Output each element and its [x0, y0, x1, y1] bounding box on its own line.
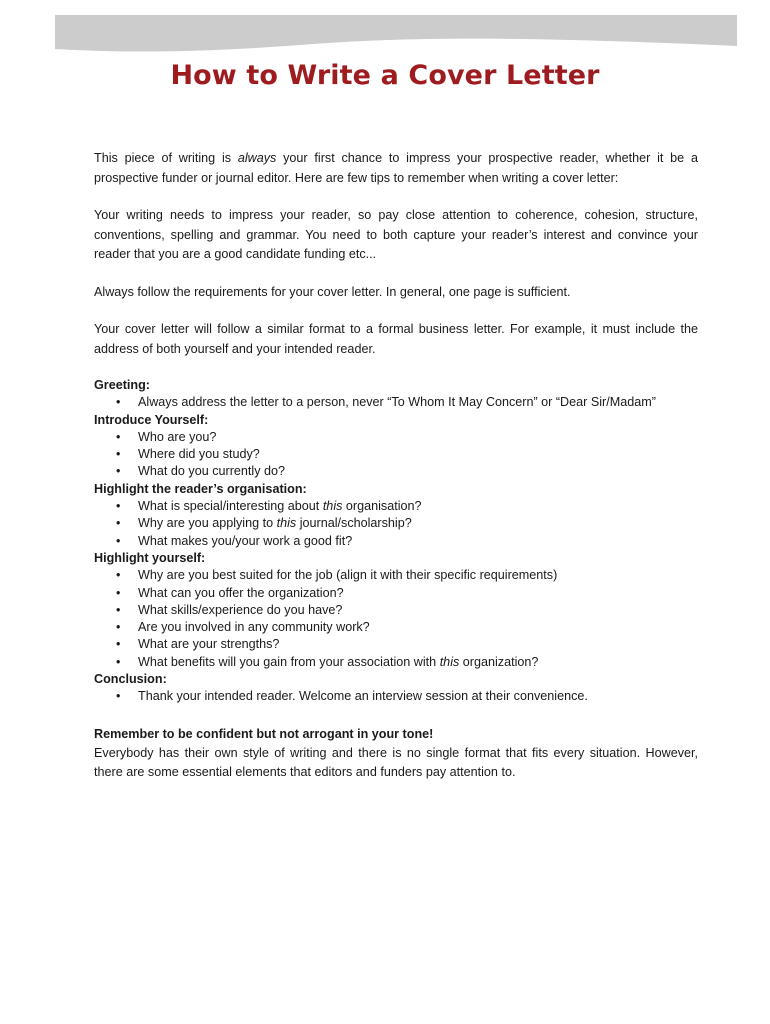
- list-item: [94, 619, 698, 636]
- item-emphasis: this: [439, 654, 460, 669]
- intro-paragraph: [94, 149, 698, 188]
- list-item: [94, 567, 698, 584]
- list-item-text: What skills/experience do you have?: [138, 602, 343, 617]
- section-heading: Highlight yourself:: [94, 550, 206, 565]
- bullet-list: [94, 688, 698, 705]
- list-item: [94, 429, 698, 446]
- list-item-text: Where did you study?: [138, 447, 260, 462]
- item-emphasis: this: [322, 499, 343, 514]
- bullet-icon: •: [116, 602, 121, 617]
- bullet-list: [94, 394, 698, 411]
- bullet-icon: •: [116, 464, 121, 479]
- section-heading: Greeting:: [94, 378, 150, 392]
- list-item: [94, 463, 698, 480]
- list-item: [94, 636, 698, 653]
- header-banner-shape: [55, 15, 737, 52]
- list-item-text: What can you offer the organization?: [138, 585, 344, 600]
- bullet-icon: •: [116, 499, 121, 514]
- list-item-text: Are you involved in any community work?: [138, 620, 370, 635]
- list-item-text: What do you currently do?: [138, 464, 286, 479]
- bullet-icon: •: [116, 429, 121, 444]
- list-item: [94, 585, 698, 602]
- closing-heading: Remember to be confident but not arrogant in your tone!: [94, 726, 434, 741]
- outline-sections: [94, 377, 698, 706]
- intro-text-end: your first chance to impress your prospective reader, whether it be a prospective funder or journal editor. Here are few tips to remember when writing a cover letter:: [94, 151, 698, 185]
- bullet-list: [94, 498, 698, 550]
- tip-paragraph: Always follow the requirements for your cover letter. In general, one page is sufficient.: [94, 284, 571, 299]
- header-banner: [0, 0, 770, 60]
- section-heading: Highlight the reader’s organisation:: [94, 481, 307, 496]
- bullet-icon: •: [116, 568, 121, 583]
- closing-text: Everybody has their own style of writing and there is no single format that fits every situation. However, there are some essential elements that editors and funders pay attention to.: [94, 745, 698, 780]
- list-item: [94, 533, 698, 550]
- page-title: How to Write a Cover Letter: [170, 60, 600, 91]
- list-item-text: What is special/interesting about this organisation?: [138, 499, 422, 514]
- list-item-text: Why are you applying to this journal/scholarship?: [138, 516, 412, 531]
- list-item: [94, 515, 698, 532]
- list-item-text: What makes you/your work a good fit?: [138, 533, 353, 548]
- item-emphasis: this: [276, 516, 297, 531]
- list-item-text: Always address the letter to a person, never “To Whom It May Concern” or “Dear Sir/Madam”: [138, 395, 656, 410]
- bullet-icon: •: [116, 447, 121, 462]
- bullet-icon: •: [116, 585, 121, 600]
- bullet-list: [94, 429, 698, 481]
- list-item: [94, 446, 698, 463]
- list-item-text: Why are you best suited for the job (align it with their specific requirements): [138, 568, 558, 583]
- bullet-icon: •: [116, 620, 121, 635]
- list-item: [94, 498, 698, 515]
- tip-paragraph: Your writing needs to impress your reader, so pay close attention to coherence, cohesion, structure, conventions, spelling and grammar. You need to both capture your reader’s interest and convince your reader that you are a good candidate funding etc...: [94, 208, 698, 261]
- list-item: [94, 688, 698, 705]
- list-item: [94, 394, 698, 411]
- list-item-text: Thank your intended reader. Welcome an interview session at their convenience.: [138, 689, 588, 704]
- bullet-icon: •: [116, 395, 121, 410]
- bullet-icon: •: [116, 689, 121, 704]
- intro-text-start: This piece of writing is: [94, 151, 238, 165]
- bullet-icon: •: [116, 654, 121, 669]
- bullet-list: [94, 567, 698, 671]
- bullet-icon: •: [116, 533, 121, 548]
- list-item: [94, 602, 698, 619]
- list-item: [94, 654, 698, 671]
- bullet-icon: •: [116, 637, 121, 652]
- section-heading: Conclusion:: [94, 672, 167, 687]
- list-item-text: What benefits will you gain from your association with this organization?: [138, 654, 539, 669]
- tip-paragraph: Your cover letter will follow a similar format to a formal business letter. For example, it must include the address of both yourself and your intended reader.: [94, 322, 698, 356]
- intro-emphasis: always: [237, 151, 277, 165]
- bullet-icon: •: [116, 516, 121, 531]
- document-body: [94, 149, 698, 783]
- list-item-text: What are your strengths?: [138, 637, 280, 652]
- list-item-text: Who are you?: [138, 429, 217, 444]
- section-heading: Introduce Yourself:: [94, 412, 209, 427]
